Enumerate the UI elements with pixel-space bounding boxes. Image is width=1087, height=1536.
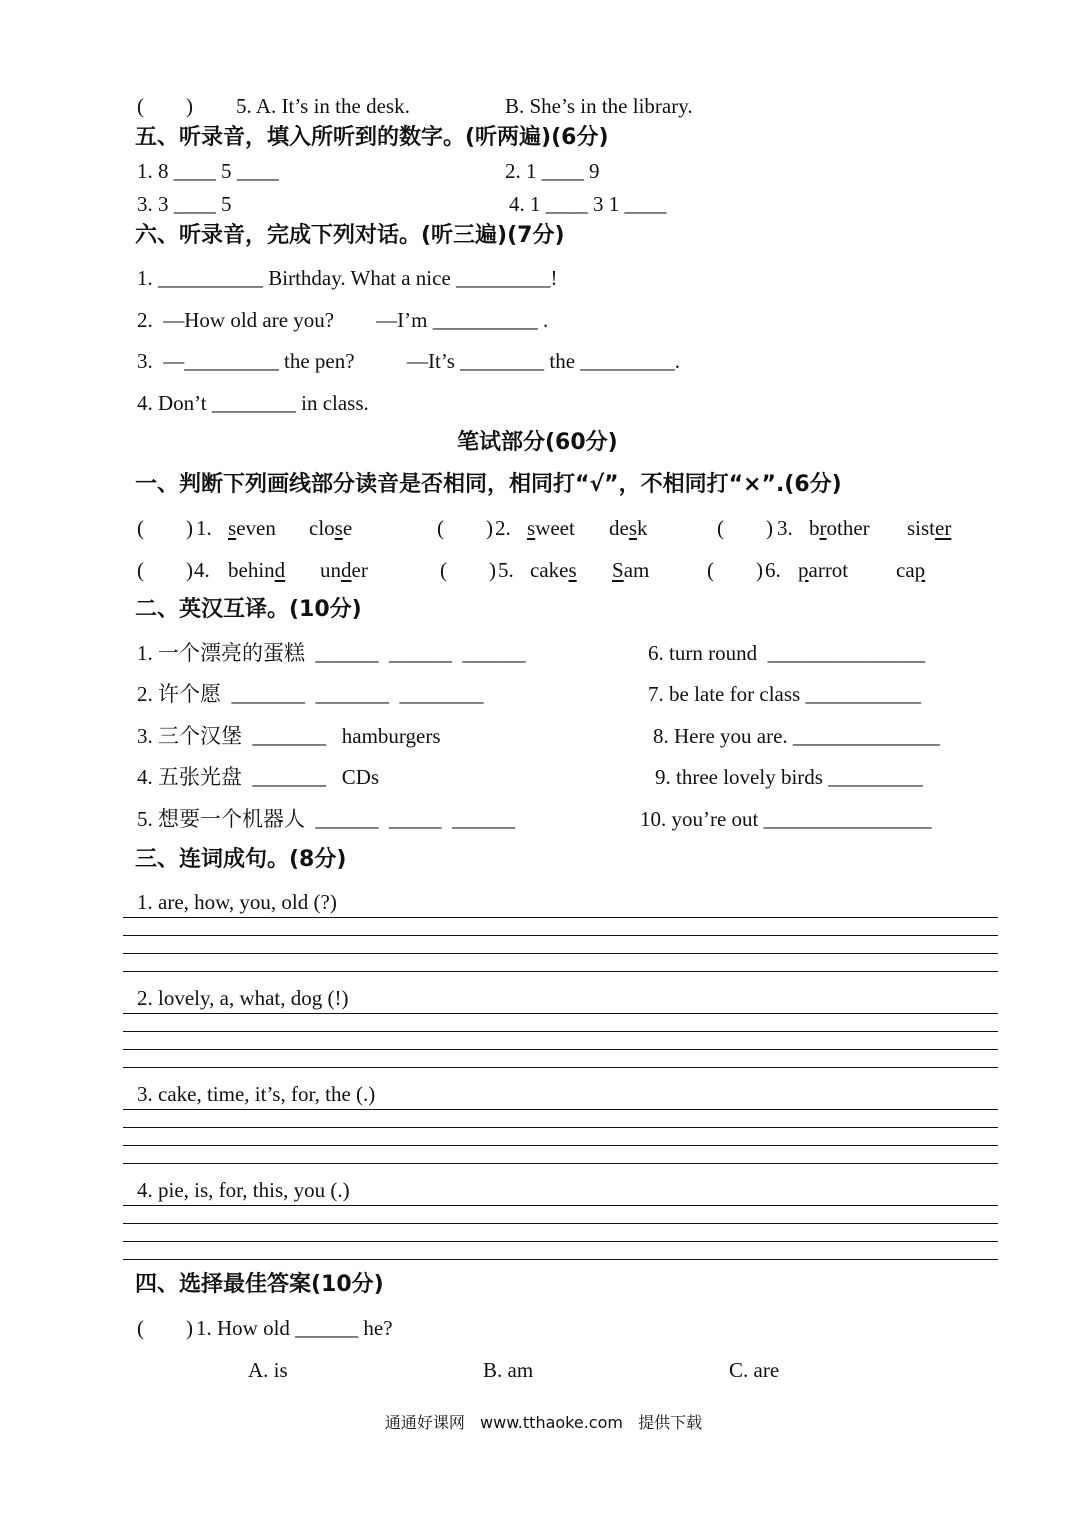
answer-line	[123, 935, 998, 936]
translate-item: 2. 许个愿 _______ _______ ________	[137, 682, 484, 706]
phonics-word: under	[320, 558, 368, 582]
translate-item: 7. be late for class ___________	[648, 682, 921, 706]
answer-line	[123, 953, 998, 954]
question-text: 5. A. It’s in the desk.	[236, 94, 410, 118]
answer-line	[123, 1031, 998, 1032]
underlined-letters: s	[228, 516, 237, 540]
underlined-letters: r	[819, 516, 827, 540]
phonics-word: cap	[896, 558, 926, 582]
answer-line	[123, 1145, 998, 1146]
question-paren: ( )	[137, 1316, 193, 1340]
answer-line	[123, 1067, 998, 1068]
translate-item: 1. 一个漂亮的蛋糕 ______ ______ ______	[137, 641, 526, 665]
translate-item: 8. Here you are. ______________	[653, 724, 940, 748]
section-heading: 五、听录音，填入所听到的数字。(听两遍)(6分)	[135, 125, 609, 150]
question-text: 1. How old ______ he?	[196, 1316, 393, 1340]
translate-item: 9. three lovely birds _________	[655, 765, 923, 789]
fill-item: 2. 1 ____ 9	[505, 159, 600, 183]
translate-item: 3. 三个汉堡 _______ hamburgers	[137, 724, 441, 748]
phonics-word: brother	[809, 516, 870, 540]
footer-url[interactable]: www.tthaoke.com	[480, 1413, 623, 1432]
option-b: B. am	[483, 1358, 534, 1382]
answer-line	[123, 1013, 998, 1014]
section-heading: 二、英汉互译。(10分)	[135, 597, 362, 622]
question-paren: ( )	[717, 516, 773, 540]
footer-site-name: 通通好课网	[384, 1413, 465, 1432]
phonics-word: parrot	[798, 558, 849, 582]
section-heading: 四、选择最佳答案(10分)	[135, 1272, 384, 1297]
phonics-word: sweet	[527, 516, 575, 540]
fill-item: 4. 1 ____ 3 1 ____	[509, 192, 667, 216]
question-number: 2.	[495, 516, 511, 540]
underlined-letters: s	[334, 516, 343, 540]
phonics-word: seven	[228, 516, 276, 540]
option-b: B. She’s in the library.	[505, 94, 693, 118]
phonics-word: cakes	[530, 558, 577, 582]
answer-line	[123, 1163, 998, 1164]
question-number: 5.	[498, 558, 514, 582]
question-number: 1.	[196, 516, 212, 540]
underlined-letters: s	[527, 516, 536, 540]
underlined-letters: p	[914, 558, 926, 582]
section-heading: 一、判断下列画线部分读音是否相同，相同打“√”，不相同打“×”.(6分)	[135, 472, 842, 497]
fill-item: 3. 3 ____ 5	[137, 192, 232, 216]
question-number: 4.	[194, 558, 210, 582]
phonics-word: desk	[609, 516, 648, 540]
question-paren: ( )	[137, 94, 193, 118]
question-paren: ( )	[137, 558, 193, 582]
question-paren: ( )	[707, 558, 763, 582]
question-paren: ( )	[137, 516, 193, 540]
underlined-letters: s	[568, 558, 577, 582]
phonics-word: behind	[228, 558, 286, 582]
written-part-title: 笔试部分(60分)	[457, 430, 618, 455]
footer	[0, 1410, 1087, 1433]
phonics-word: close	[309, 516, 353, 540]
answer-line	[123, 917, 998, 918]
dialogue-item: 2. —How old are you? —I’m __________ .	[137, 308, 549, 332]
word-order-item: 2. lovely, a, what, dog (!)	[137, 986, 349, 1010]
question-paren: ( )	[440, 558, 496, 582]
underlined-letters: s	[628, 516, 638, 540]
dialogue-item: 3. —_________ the pen? —It’s ________ the _________.	[137, 349, 681, 373]
dialogue-item: 1. __________ Birthday. What a nice _________!	[137, 266, 558, 290]
underlined-letters: d	[274, 558, 286, 582]
dialogue-item: 4. Don’t ________ in class.	[137, 391, 369, 415]
question-number: 3.	[777, 516, 793, 540]
underlined-letters: S	[612, 558, 624, 582]
answer-line	[123, 1223, 998, 1224]
question-number: 6.	[765, 558, 781, 582]
phonics-word: sister	[907, 516, 952, 540]
section-heading: 六、听录音，完成下列对话。(听三遍)(7分)	[135, 223, 565, 248]
underlined-letters: er	[935, 516, 952, 540]
translate-item: 10. you’re out ________________	[640, 807, 932, 831]
word-order-item: 1. are, how, you, old (?)	[137, 890, 337, 914]
fill-item: 1. 8 ____ 5 ____	[137, 159, 279, 183]
translate-item: 5. 想要一个机器人 ______ _____ ______	[137, 807, 515, 831]
option-c: C. are	[729, 1358, 780, 1382]
answer-line	[123, 1109, 998, 1110]
translate-item: 4. 五张光盘 _______ CDs	[137, 765, 380, 789]
option-a: A. is	[248, 1358, 288, 1382]
answer-line	[123, 971, 998, 972]
footer-tail: 提供下载	[638, 1413, 703, 1432]
answer-line	[123, 1049, 998, 1050]
section-heading: 三、连词成句。(8分)	[135, 847, 347, 872]
word-order-item: 4. pie, is, for, this, you (.)	[137, 1178, 350, 1202]
answer-line	[123, 1205, 998, 1206]
word-order-item: 3. cake, time, it’s, for, the (.)	[137, 1082, 376, 1106]
answer-line	[123, 1259, 998, 1260]
phonics-word: Sam	[612, 558, 650, 582]
translate-item: 6. turn round _______________	[648, 641, 926, 665]
underlined-letters: d	[341, 558, 352, 582]
question-paren: ( )	[437, 516, 493, 540]
answer-line	[123, 1127, 998, 1128]
underlined-letters: p	[798, 558, 809, 582]
answer-line	[123, 1241, 998, 1242]
